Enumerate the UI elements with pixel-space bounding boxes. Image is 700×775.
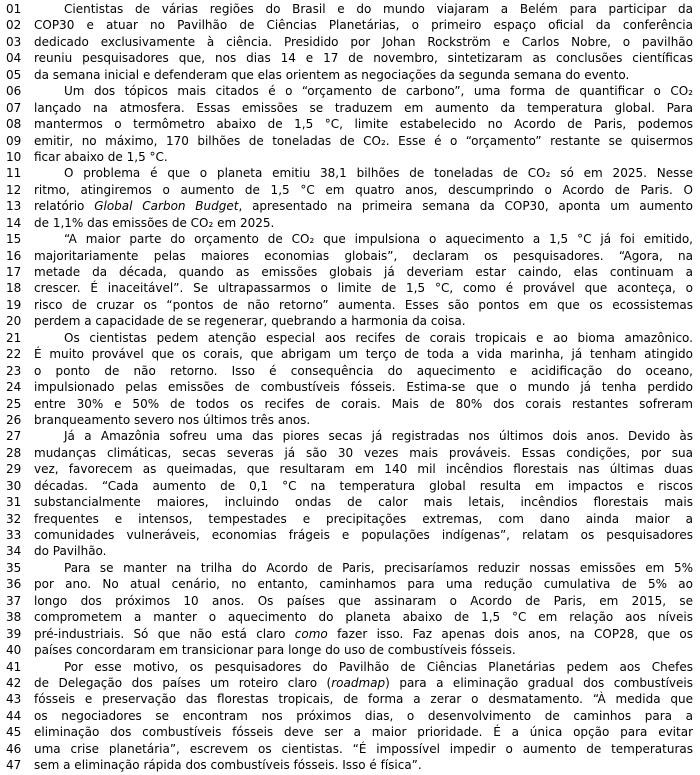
line-number: 16 (6, 248, 22, 263)
document-line (0, 100, 700, 116)
line-number: 30 (6, 478, 22, 493)
line-text: comunidades vulneráveis, economias frágeis e populações indígenas”, relatam os pesquisadores (34, 528, 693, 542)
line-text: décadas. “Cada aumento de 0,1 °C na temperatura global resulta em impactos e riscos (34, 478, 693, 493)
line-number: 26 (6, 412, 22, 427)
line-text: relatório Global Carbon Budget, apresentado na primeira semana da COP30, aponta um aumento (34, 199, 693, 214)
line-number: 45 (6, 725, 22, 740)
document-line (0, 248, 700, 264)
document-line (0, 379, 700, 395)
line-text: fósseis e preservação das florestas tropicais, de forma a zerar o desmatamento. “À medida que (34, 692, 693, 707)
document-line (0, 182, 700, 198)
document-line (0, 396, 700, 412)
line-number: 47 (6, 758, 22, 773)
line-text: da semana inicial e defenderam que elas orientem as negociações da segunda semana do evento. (34, 67, 630, 82)
line-number: 14 (6, 215, 22, 230)
line-number: 08 (6, 117, 22, 132)
line-number: 28 (6, 445, 22, 460)
line-number: 18 (6, 281, 22, 296)
line-number: 41 (6, 659, 22, 674)
document-line (0, 50, 700, 66)
line-text: de Delegação dos países um roteiro claro (roadmap) para a eliminação gradual dos combustíveis (34, 675, 693, 690)
line-number: 42 (6, 675, 22, 690)
line-text: É muito provável que os corais, que abrigam um terço de toda a vida marinha, já tenham atingido (34, 347, 693, 362)
line-text: comprometem a manter o aquecimento do planeta abaixo de 1,5 °C em relação aos níveis (34, 610, 693, 625)
line-number: 05 (6, 67, 22, 82)
line-number: 31 (6, 495, 22, 510)
line-text: risco de cruzar os “pontos de não retorno” aumenta. Esses são pontos em que os ecossistemas (34, 297, 693, 312)
document-line (0, 165, 700, 181)
line-text: longo dos próximos 10 anos. Os países que assinaram o Acordo de Paris, em 2015, se (34, 593, 693, 608)
document-line (0, 576, 700, 592)
document-line (0, 724, 700, 740)
line-text: metade da década, quando as emissões globais já deveriam estar caindo, elas continuam a (34, 265, 693, 279)
document-line (0, 626, 700, 642)
document-line (0, 708, 700, 724)
line-number: 43 (6, 692, 22, 707)
document-line (0, 593, 700, 609)
line-number: 39 (6, 626, 22, 641)
line-number: 37 (6, 593, 22, 608)
document-line (0, 297, 700, 313)
line-text: de 1,1% das emissões de CO₂ em 2025. (34, 215, 275, 230)
line-text: ritmo, atingiremos o aumento de 1,5 °C em quatro anos, descumprindo o Acordo de Paris. O (34, 182, 693, 197)
line-text: do Pavilhão. (34, 544, 107, 559)
line-number: 23 (6, 363, 22, 378)
line-text: O problema é que o planeta emitiu 38,1 bilhões de toneladas de CO₂ só em 2025. Nesse (64, 166, 693, 181)
line-number: 09 (6, 133, 22, 148)
document-line (0, 412, 700, 428)
line-text: os negociadores se encontram nos próximos dias, o desenvolvimento de caminhos para a (34, 708, 693, 723)
line-number: 36 (6, 577, 22, 592)
document-line (0, 675, 700, 691)
line-text: Por esse motivo, os pesquisadores do Pavilhão de Ciências Planetárias pedem aos Chefes (64, 659, 693, 674)
line-number: 25 (6, 396, 22, 411)
line-number: 10 (6, 149, 22, 164)
document-line (0, 133, 700, 149)
line-number: 07 (6, 100, 22, 115)
line-text: “A maior parte do orçamento de CO₂ que impulsiona o aquecimento a 1,5 °C já foi emitido, (64, 232, 693, 247)
line-number: 44 (6, 708, 22, 723)
line-number: 13 (6, 199, 22, 214)
line-text: vez, favorecem as queimadas, que resultaram em 140 mil incêndios florestais nas últimas duas (34, 462, 693, 477)
document-line (0, 511, 700, 527)
line-text: por ano. No atual cenário, no entanto, caminhamos para uma redução cumulativa de 5% ao (34, 577, 693, 592)
document-line (0, 445, 700, 461)
document-line (0, 264, 700, 280)
document-line (0, 461, 700, 477)
line-text: mudanças climáticas, secas severas já são 30 vezes mais prováveis. Essas condições, por sua (34, 445, 693, 460)
line-number: 01 (6, 2, 22, 16)
line-text: pré-industriais. Só que não está claro como fazer isso. Faz apenas dois anos, na COP28, que os (34, 626, 693, 641)
line-number: 03 (6, 34, 22, 49)
document-line (0, 67, 700, 83)
line-number: 15 (6, 232, 22, 247)
line-text: uma crise planetária”, escrevem os cientistas. “É impossível impedir o aumento de temperaturas (34, 741, 693, 756)
document-body (0, 1, 700, 774)
line-text: impulsionado pelas emissões de combustíveis fósseis. Estima-se que o mundo já tenha perdido (34, 380, 693, 395)
document-line (0, 116, 700, 132)
line-text: sem a eliminação rápida dos combustíveis fósseis. Isso é física”. (34, 758, 422, 773)
line-text: perdem a capacidade de se regenerar, quebrando a harmonia da coisa. (34, 314, 466, 329)
document-line (0, 691, 700, 707)
line-text: COP30 e atuar no Pavilhão de Ciências Planetárias, o primeiro espaço oficial da conferência (34, 18, 693, 33)
document-line (0, 757, 700, 773)
document-line (0, 198, 700, 214)
document-line (0, 428, 700, 444)
line-text: Já a Amazônia sofreu uma das piores secas já registradas nos últimos dois anos. Devido às (64, 429, 693, 444)
document-line (0, 1, 700, 17)
line-text: emitir, no máximo, 170 bilhões de toneladas de CO₂. Esse é o “orçamento” restante se quisermos (34, 133, 693, 148)
line-number: 04 (6, 51, 22, 66)
line-number: 20 (6, 314, 22, 329)
document-line (0, 609, 700, 625)
line-number: 17 (6, 265, 22, 279)
document-line (0, 83, 700, 99)
line-number: 11 (6, 166, 22, 181)
line-number: 46 (6, 741, 22, 756)
document-line (0, 659, 700, 675)
line-number: 40 (6, 643, 22, 658)
document-line (0, 543, 700, 559)
line-text: majoritariamente pelas maiores economias globais”, declaram os pesquisadores. “Agora, na (34, 248, 693, 263)
line-text: Os cientistas pedem atenção especial aos recifes de corais tropicais e ao bioma amazônico. (64, 330, 693, 345)
line-number: 22 (6, 347, 22, 362)
line-number: 32 (6, 511, 22, 526)
line-text: Um dos tópicos mais citados é o “orçamento de carbono”, uma forma de quantificar o CO₂ (64, 84, 693, 99)
line-number: 27 (6, 429, 22, 444)
line-text: Para se manter na trilha do Acordo de Paris, precisaríamos reduzir nossas emissões em 5% (64, 560, 693, 575)
line-number: 24 (6, 380, 22, 395)
line-number: 19 (6, 297, 22, 312)
line-text: Cientistas de várias regiões do Brasil e do mundo viajaram a Belém para participar da (64, 2, 693, 16)
document-line (0, 231, 700, 247)
line-text: frequentes e intensos, tempestades e precipitações extremas, com dano ainda maior a (34, 511, 693, 526)
document-line (0, 560, 700, 576)
line-number: 33 (6, 528, 22, 542)
document-line (0, 346, 700, 362)
line-text: eliminação dos combustíveis fósseis deve ser a maior prioridade. É a única opção para evitar (34, 725, 693, 740)
line-number: 29 (6, 462, 22, 477)
document-line (0, 280, 700, 296)
line-text: ficar abaixo de 1,5 °C. (34, 149, 168, 164)
line-text: branqueamento severo nos últimos três anos. (34, 412, 311, 427)
line-text: países concordaram em transicionar para longe do uso de combustíveis fósseis. (34, 643, 516, 658)
line-text: entre 30% e 50% de todos os recifes de corais. Mais de 80% dos corais restantes sofreram (34, 396, 693, 411)
line-text: reuniu pesquisadores que, nos dias 14 e 17 de novembro, sintetizaram as conclusões científicas (34, 51, 693, 66)
line-text: crescer. É inaceitável”. Se ultrapassarmos o limite de 1,5 °C, como é provável que aconteça, o (34, 281, 693, 296)
document-line (0, 527, 700, 543)
line-number: 12 (6, 182, 22, 197)
line-text: o ponto de não retorno. Isso é consequência do aquecimento e acidificação do oceano, (34, 363, 693, 378)
document-line (0, 313, 700, 329)
line-text: lançado na atmosfera. Essas emissões se traduzem em aumento da temperatura global. Para (34, 100, 693, 115)
document-line (0, 741, 700, 757)
document-line (0, 494, 700, 510)
document-line (0, 34, 700, 50)
document-line (0, 17, 700, 33)
line-number: 38 (6, 610, 22, 625)
document-line (0, 149, 700, 165)
line-number: 06 (6, 84, 22, 99)
document-line (0, 642, 700, 658)
line-number: 21 (6, 330, 22, 345)
document-line (0, 478, 700, 494)
line-number: 02 (6, 18, 22, 33)
line-number: 35 (6, 560, 22, 575)
document-line (0, 363, 700, 379)
document-line (0, 330, 700, 346)
line-text: substancialmente maiores, incluindo ondas de calor mais letais, incêndios florestais mais (34, 495, 693, 510)
document-line (0, 215, 700, 231)
line-number: 34 (6, 544, 22, 559)
line-text: mantermos o termômetro abaixo de 1,5 °C, limite estabelecido no Acordo de Paris, podemos (34, 117, 693, 132)
line-text: dedicado exclusivamente à ciência. Presidido por Johan Rockström e Carlos Nobre, o pavilhão (34, 34, 693, 49)
